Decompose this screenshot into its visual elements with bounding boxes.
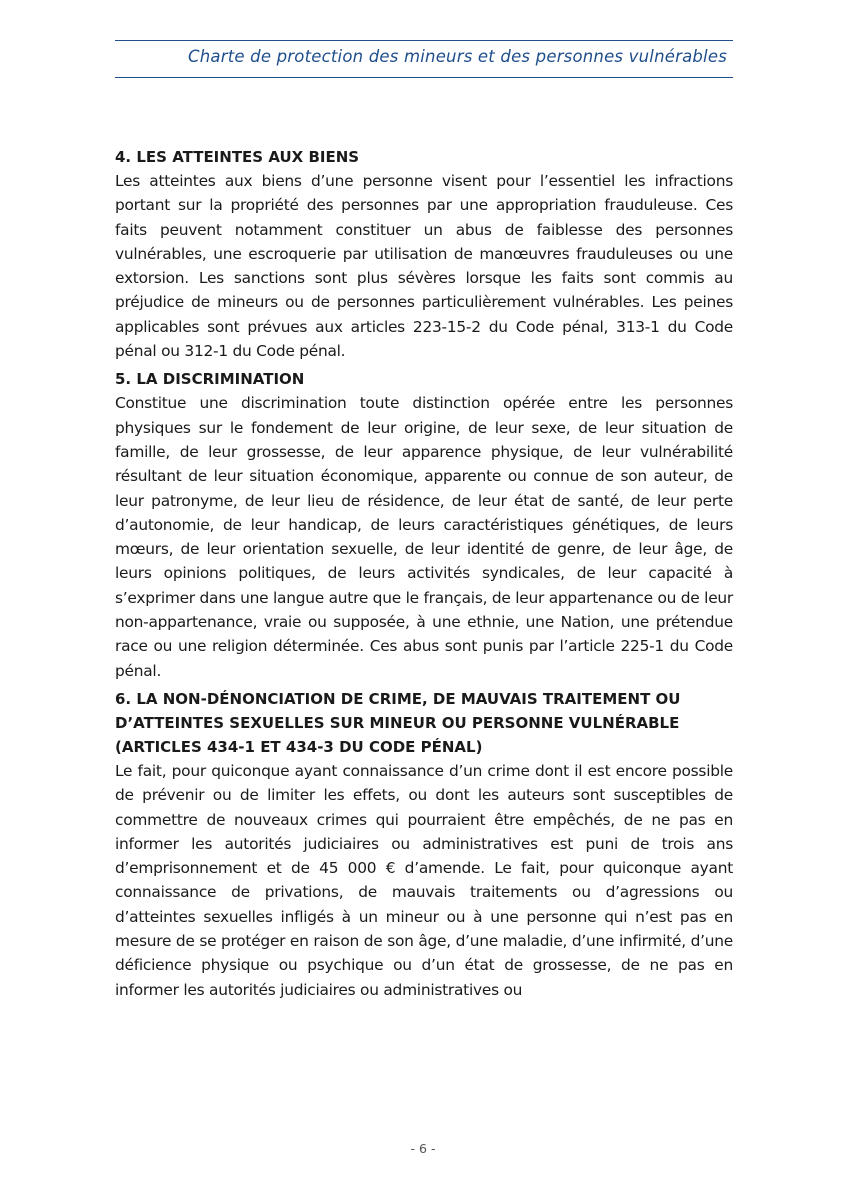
section-atteintes-aux-biens [115, 145, 733, 363]
section-body: Les atteintes aux biens d’une personne visent pour l’essentiel les infractions portant sur la propriété des personnes par une appropriation frauduleuse. Ces faits peuvent notamment constituer un abus de faiblesse des personnes vulnérables, une escroquerie par utilisation de manœuvres frauduleuses ou une extorsion. Les sanctions sont plus sévères lorsque les faits sont commis au préjudice de mineurs ou de personnes particulièrement vulnérables. Les peines applicables sont prévues aux articles 223-15-2 du Code pénal, 313-1 du Code pénal ou 312-1 du Code pénal. [115, 172, 733, 361]
document-title: Charte de protection des mineurs et des personnes vulnérables [188, 47, 727, 66]
section-heading: 6. LA NON-DÉNONCIATION DE CRIME, DE MAUVAIS TRAITEMENT OU D’ATTEINTES SEXUELLES SUR MINEUR OU PERSONNE VULNÉRABLE (ARTICLES 434-1 ET 434-3 DU CODE PÉNAL) [115, 689, 681, 756]
page-number: - 6 - [410, 1141, 436, 1156]
section-body: Le fait, pour quiconque ayant connaissance d’un crime dont il est encore possible de prévenir ou de limiter les effets, ou dont les auteurs sont susceptibles de commettre de nouveaux crimes qui pourraient être empêchés, de ne pas en informer les autorités judiciaires ou administratives est puni de trois ans d’emprisonnement et de 45 000 € d’amende. Le fait, pour quiconque ayant connaissance de privations, de mauvais traitements ou d’agressions ou d’atteintes sexuelles infligés à un mineur ou à une personne qui n’est pas en mesure de se protéger en raison de son âge, d’une maladie, d’une infirmité, d’une déficience physique ou psychique ou d’un état de grossesse, de ne pas en informer les autorités judiciaires ou administratives ou [115, 761, 733, 999]
section-heading: 4. LES ATTEINTES AUX BIENS [115, 148, 360, 166]
section-non-denonciation [115, 687, 733, 1002]
section-heading: 5. LA DISCRIMINATION [115, 370, 305, 389]
document-content [115, 145, 733, 1006]
page-header [115, 40, 733, 78]
section-discrimination [115, 367, 733, 683]
section-body: Constitue une discrimination toute distinction opérée entre les personnes physiques sur le fondement de leur origine, de leur sexe, de leur situation de famille, de leur grossesse, de leur apparence physique, de leur vulnérabilité résultant de leur situation économique, apparente ou connue de son auteur, de leur patronyme, de leur lieu de résidence, de leur état de santé, de leur perte d’autonomie, de leur handicap, de leurs caractéristiques génétiques, de leurs mœurs, de leur orientation sexuelle, de leur identité de genre, de leur âge, de leurs opinions politiques, de leurs activités syndicales, de leur capacité à s’exprimer dans une langue autre que le français, de leur appartenance ou de leur non-appartenance, vraie ou supposée, à une ethnie, une Nation, une prétendue race ou une religion déterminée. Ces abus sont punis par l’article 225-1 du Code pénal. [115, 394, 733, 680]
